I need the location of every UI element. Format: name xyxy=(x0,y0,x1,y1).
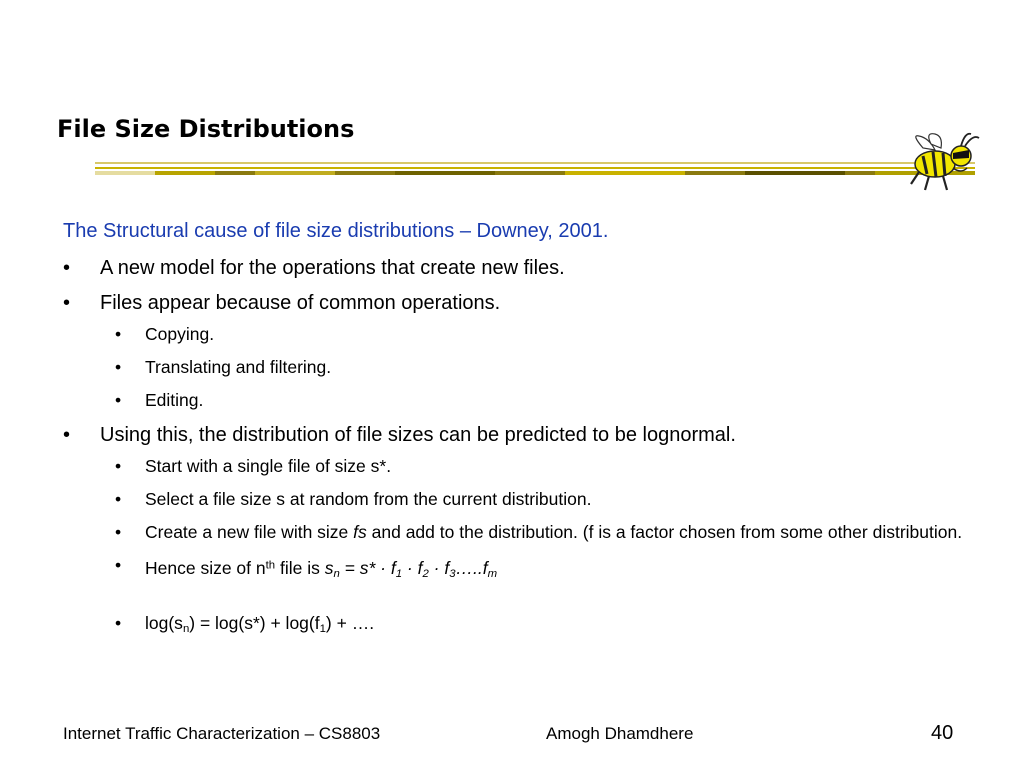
sub-list-item xyxy=(100,521,983,544)
formula-part: · f xyxy=(402,557,423,578)
text-run: Create a new file with size xyxy=(145,522,354,542)
sub-bullet-text: Translating and filtering. xyxy=(145,357,332,377)
bullet-glyph: • xyxy=(115,489,122,509)
text-run: Hence size of n xyxy=(145,557,266,578)
sub-bullet-text: Copying. xyxy=(145,324,215,344)
bullet-glyph: • xyxy=(115,555,122,575)
sub-list-item xyxy=(100,323,983,346)
formula-part: s xyxy=(324,557,334,578)
bullet-glyph: • xyxy=(63,292,71,314)
footer-author: Amogh Dhamdhere xyxy=(546,724,694,743)
formula-part: · f xyxy=(428,557,450,578)
sub-list xyxy=(100,323,983,412)
subscript: m xyxy=(487,567,498,580)
bullet-glyph: • xyxy=(115,612,122,633)
subscript: 3 xyxy=(449,567,456,580)
bullet-glyph: • xyxy=(115,456,122,476)
page-number: 40 xyxy=(931,722,954,744)
subscript: 1 xyxy=(319,622,326,635)
bullet-text: A new model for the operations that create new files. xyxy=(100,257,565,279)
bullet-glyph: • xyxy=(115,357,122,377)
subscript: 2 xyxy=(422,567,429,580)
bullet-text: Files appear because of common operations. xyxy=(100,292,501,314)
bullet-glyph: • xyxy=(63,257,71,279)
yellow-jacket-bee-icon xyxy=(905,132,983,192)
formula xyxy=(325,558,497,578)
text-run: ) + …. xyxy=(325,612,375,633)
subscript: n xyxy=(182,622,190,635)
subscript: 1 xyxy=(395,567,403,580)
sub-list xyxy=(100,455,983,640)
sub-list-item xyxy=(100,389,983,412)
sub-list-item xyxy=(100,554,983,586)
subscript: n xyxy=(333,567,340,580)
list-item xyxy=(63,256,983,280)
text-run: file is xyxy=(275,557,325,578)
formula-part: …..f xyxy=(455,557,488,578)
sub-list-item xyxy=(100,612,983,641)
sub-bullet-text: Select a file size s at random from the current distribution. xyxy=(145,489,592,509)
lead-reference: The Structural cause of file size distributions – Downey, 2001. xyxy=(63,220,609,242)
text-run: ) = log(s*) + log(f xyxy=(189,612,320,633)
sub-bullet-text: Editing. xyxy=(145,390,204,410)
text-run: log(s xyxy=(145,612,183,633)
sub-list-item xyxy=(100,455,983,478)
sub-bullet-text: Start with a single file of size s*. xyxy=(145,456,392,476)
bullet-list xyxy=(63,256,983,651)
bullet-text: Using this, the distribution of file sizes can be predicted to be lognormal. xyxy=(100,424,736,446)
bullet-glyph: • xyxy=(115,324,122,344)
list-item xyxy=(63,423,983,640)
sub-list-item xyxy=(100,356,983,379)
list-item xyxy=(63,291,983,412)
footer-course: Internet Traffic Characterization – CS8803 xyxy=(63,724,381,743)
bullet-glyph: • xyxy=(115,522,122,542)
superscript: th xyxy=(265,559,276,571)
bullet-glyph: • xyxy=(63,424,71,446)
bullet-glyph: • xyxy=(115,390,122,410)
title-underline-rule xyxy=(95,158,975,178)
text-run: and add to the distribution. (f is a factor chosen from some other distribution. xyxy=(366,522,963,542)
formula-part: = s* · f xyxy=(339,557,396,578)
sub-bullet-text xyxy=(145,522,962,542)
sub-bullet-text xyxy=(145,613,374,633)
sub-bullet-text xyxy=(145,558,497,578)
sub-list-item xyxy=(100,488,983,511)
italic-term: fs xyxy=(353,522,367,542)
slide-title: File Size Distributions xyxy=(57,115,355,143)
